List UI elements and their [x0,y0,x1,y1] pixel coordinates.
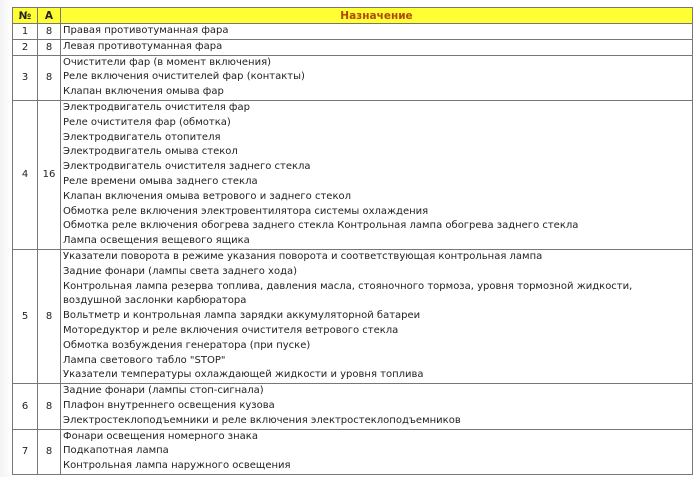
purpose-line: Клапан включения омыва ветрового и заднего стекол [63,190,351,202]
purpose-line: Электродвигатель отопителя [63,131,221,143]
fuse-table [12,7,693,475]
fuse-amperage-cell: 8 [38,384,61,429]
purpose-line: Фонари освещения номерного знака [63,430,258,442]
purpose-line: Левая противотуманная фара [63,40,223,52]
fuse-amperage-cell: 16 [38,100,61,249]
fuse-purpose-cell [61,249,693,383]
table-header-row [13,8,693,24]
fuse-purpose-cell [61,100,693,249]
purpose-line: Плафон внутреннего освещения кузова [63,399,275,411]
purpose-line: Электродвигатель очистителя фар [63,101,250,113]
purpose-line: Лампа освещения вещевого ящика [63,235,250,247]
fuse-number-cell: 3 [13,55,38,100]
purpose-line: Контрольная лампа наружного освещения [63,460,291,472]
purpose-line: Электродвигатель омыва стекол [63,146,238,158]
fuse-amperage-cell: 8 [38,429,61,474]
purpose-line: Контрольная лампа резерва топлива, давления масла, стояночного тормоза, уровня тормозной жидкости, воздушной заслонки карбюратора [63,280,633,307]
left-shadow [0,0,12,477]
fuse-number-cell: 7 [13,429,38,474]
purpose-line: Клапан включения омыва фар [63,86,224,98]
fuse-amperage-cell: 8 [38,55,61,100]
fuse-number-cell: 4 [13,100,38,249]
table-row [13,384,693,429]
table-row [13,100,693,249]
table-row [13,24,693,40]
table-row [13,249,693,383]
purpose-line: Задние фонари (лампы света заднего хода) [63,265,298,277]
table-row [13,39,693,55]
fuse-number-cell: 1 [13,24,38,40]
fuse-purpose-cell [61,55,693,100]
fuse-purpose-cell [61,384,693,429]
header-purpose: Назначение [61,8,693,24]
table-row [13,429,693,474]
purpose-line: Правая противотуманная фара [63,25,229,36]
purpose-line: Вольтметр и контрольная лампа зарядки аккумуляторной батареи [63,310,421,322]
fuse-amperage-cell: 8 [38,249,61,383]
fuse-purpose-cell [61,24,693,40]
purpose-line: Обмотка возбуждения генератора (при пуске) [63,339,311,351]
purpose-line: Очистители фар (в момент включения) [63,56,271,68]
fuse-number-cell: 2 [13,39,38,55]
header-amperage: А [38,8,61,24]
fuse-amperage-cell: 8 [38,24,61,40]
fuse-number-cell: 6 [13,384,38,429]
purpose-line: Обмотка реле включения электровентилятора системы охлаждения [63,205,429,217]
fuse-purpose-cell [61,39,693,55]
purpose-line: Лампа светового табло "STOP" [63,354,226,366]
purpose-line: Подкапотная лампа [63,445,169,457]
purpose-line: Реле включения очистителей фар (контакты) [63,71,305,83]
purpose-line: Реле времени омыва заднего стекла [63,175,258,187]
fuse-number-cell: 5 [13,249,38,383]
header-number: № [13,8,38,24]
table-row [13,55,693,100]
purpose-line: Моторедуктор и реле включения очистителя ветрового стекла [63,324,399,336]
table-body [13,24,693,475]
purpose-line: Указатели поворота в режиме указания поворота и соответствующая контрольная лампа [63,250,543,262]
purpose-line: Задние фонари (лампы стоп-сигнала) [63,385,264,397]
purpose-line: Обмотка реле включения обогрева заднего стекла Контрольная лампа обогрева заднего стекла [63,220,579,232]
fuse-purpose-cell [61,429,693,474]
purpose-line: Электростеклоподъемники и реле включения электростеклоподъемников [63,414,461,426]
purpose-line: Реле очистителя фар (обмотка) [63,116,231,128]
purpose-line: Электродвигатель очистителя заднего стекла [63,161,311,173]
purpose-line: Указатели температуры охлаждающей жидкости и уровня топлива [63,369,424,381]
fuse-amperage-cell: 8 [38,39,61,55]
